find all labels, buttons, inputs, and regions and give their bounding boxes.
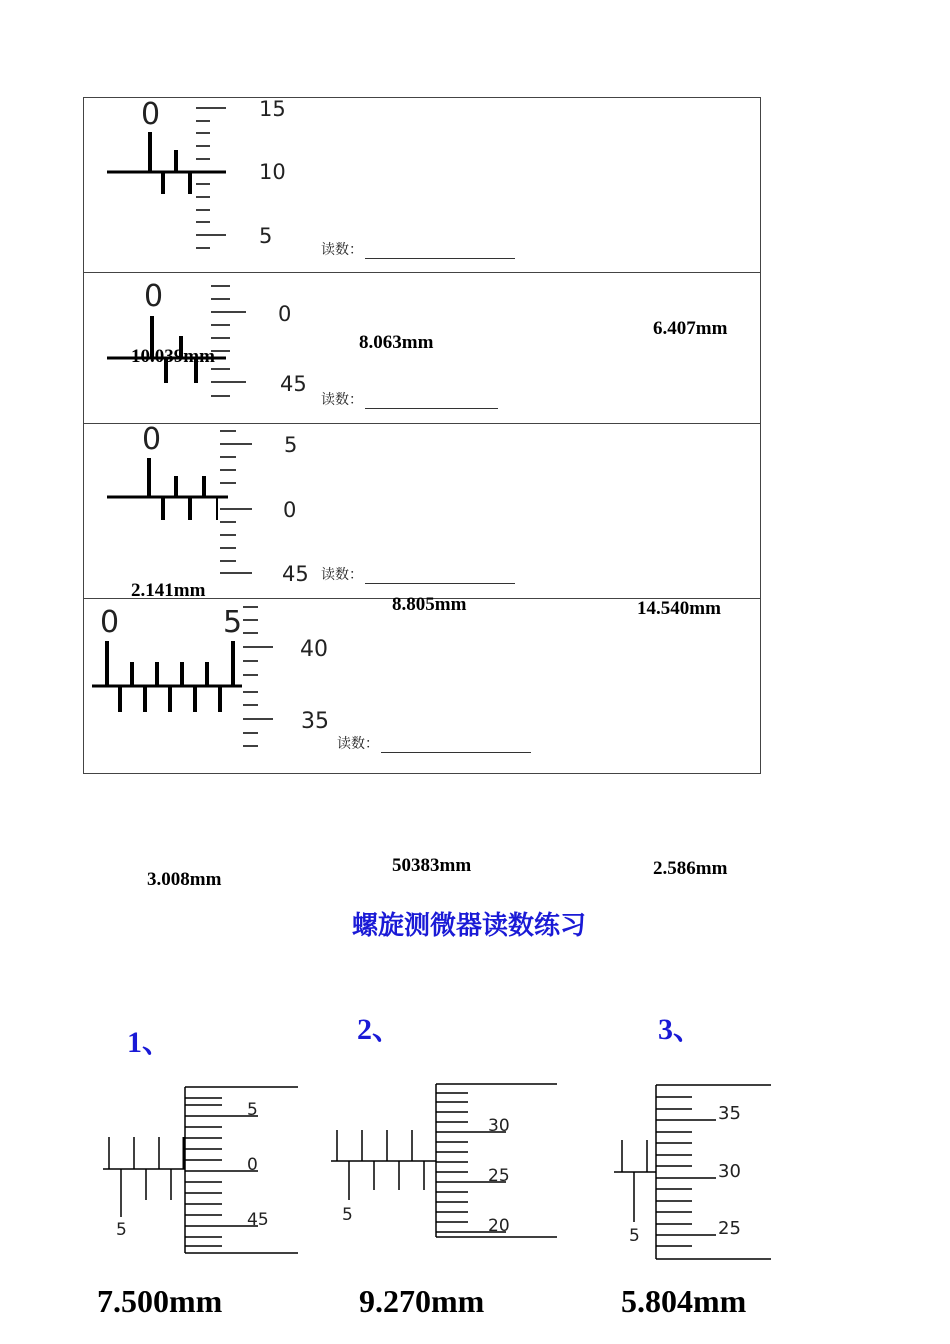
reading-label: 读数： <box>337 736 379 752</box>
answer-text: 2.141mm <box>131 580 206 601</box>
exercise-2-micrometer <box>331 1084 557 1237</box>
thimble-label: 15 <box>259 97 286 121</box>
main-scale-label: 5 <box>342 1205 353 1225</box>
answer-text: 3.008mm <box>147 869 222 890</box>
main-scale-label: 0 <box>141 97 161 132</box>
exercise-number: 1、 <box>127 1026 172 1059</box>
main-scale-label: 0 <box>100 605 120 640</box>
main-scale-label: 0 <box>144 279 164 314</box>
reading-field-2 <box>321 389 498 409</box>
exercise-1-micrometer <box>103 1087 298 1253</box>
answer-text: 6.407mm <box>653 318 728 339</box>
reading-blank[interactable] <box>365 257 515 259</box>
thimble-label: 35 <box>301 709 329 734</box>
exercise-answer: 5.804mm <box>621 1283 747 1319</box>
reading-blank[interactable] <box>381 751 531 753</box>
exercise-number: 3、 <box>658 1013 703 1046</box>
answer-text: 8.805mm <box>392 594 467 615</box>
thimble-label: 25 <box>718 1218 741 1239</box>
reading-label: 读数： <box>321 392 363 408</box>
thimble-label: 45 <box>280 372 307 396</box>
main-scale-label: 5 <box>223 605 243 640</box>
thimble-label: 5 <box>247 1100 258 1120</box>
answer-text: 50383mm <box>392 855 472 876</box>
reading-label: 读数： <box>321 242 363 258</box>
answer-text: 2.586mm <box>653 858 728 879</box>
thimble-label: 30 <box>488 1116 510 1136</box>
exercise-answer: 7.500mm <box>97 1283 223 1319</box>
thimble-label: 20 <box>488 1216 510 1236</box>
thimble-label: 45 <box>247 1210 269 1230</box>
thimble-label: 25 <box>488 1166 510 1186</box>
thimble-label: 0 <box>247 1155 258 1175</box>
answer-text: 10.039mm <box>131 346 215 367</box>
main-scale-label: 0 <box>142 422 162 457</box>
thimble-label: 5 <box>284 433 298 457</box>
reading-field-4 <box>337 733 531 753</box>
thimble-label: 40 <box>300 637 328 662</box>
reading-blank[interactable] <box>365 407 498 409</box>
thimble-label: 35 <box>718 1103 741 1124</box>
reading-field-3 <box>321 564 515 584</box>
thimble-label: 0 <box>283 498 297 522</box>
exercise-answer: 9.270mm <box>359 1283 485 1319</box>
thimble-label: 10 <box>259 160 286 184</box>
exercise-number: 2、 <box>357 1013 402 1046</box>
answer-text: 8.063mm <box>359 332 434 353</box>
thimble-label: 5 <box>259 224 273 248</box>
thimble-label: 0 <box>278 302 292 326</box>
reading-field-1 <box>321 239 515 259</box>
reading-label: 读数： <box>321 567 363 583</box>
reading-blank[interactable] <box>365 582 515 584</box>
thimble-label: 30 <box>718 1161 741 1182</box>
main-scale-label: 5 <box>116 1220 127 1240</box>
main-scale-label: 5 <box>629 1226 640 1246</box>
answer-text: 14.540mm <box>637 598 721 619</box>
page-title: 螺旋测微器读数练习 <box>352 911 587 941</box>
thimble-label: 45 <box>282 562 309 586</box>
